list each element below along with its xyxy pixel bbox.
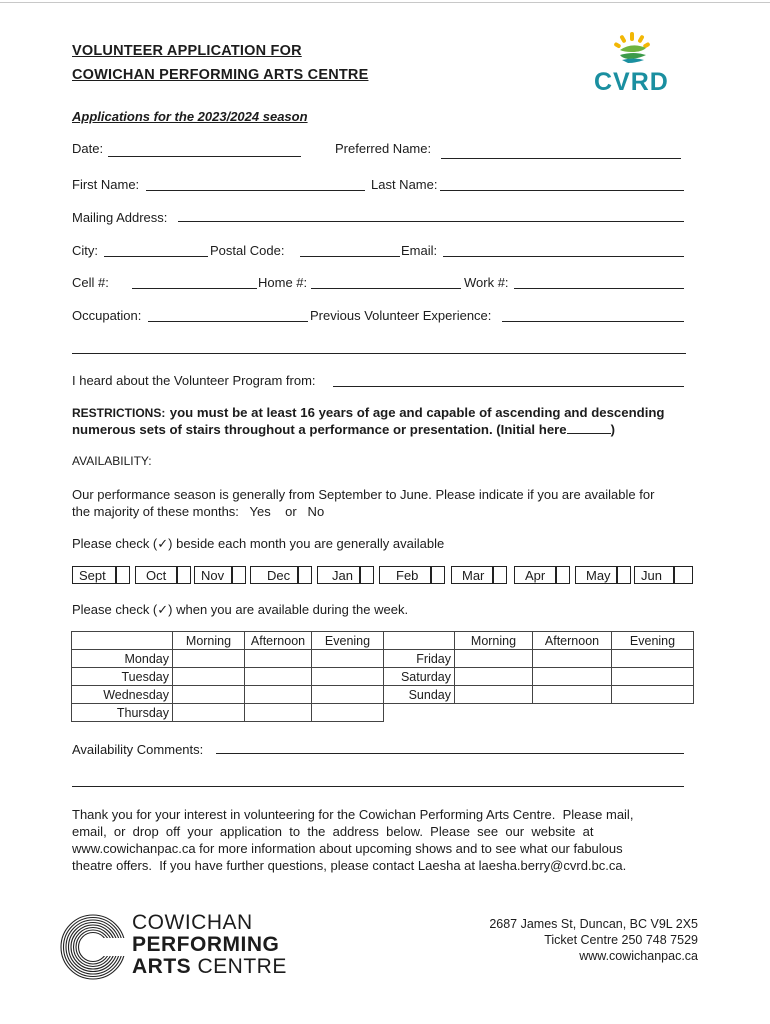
day-saturday: Saturday bbox=[384, 668, 455, 686]
cvrd-logo bbox=[586, 28, 686, 98]
work-label: Work #: bbox=[464, 275, 509, 290]
title-line-2: COWICHAN PERFORMING ARTS CENTRE bbox=[72, 67, 369, 83]
season-subtitle: Applications for the 2023/2024 season bbox=[72, 109, 308, 124]
city-label: City: bbox=[72, 243, 98, 258]
month-dec-checkbox[interactable] bbox=[298, 566, 312, 584]
period-afternoon-right: Afternoon bbox=[533, 632, 612, 650]
title-line-1: VOLUNTEER APPLICATION FOR bbox=[72, 43, 302, 59]
sunday-afternoon-cell[interactable] bbox=[533, 686, 612, 704]
cpac-logo-line-1: COWICHAN bbox=[132, 911, 253, 934]
footer-website[interactable]: www.cowichanpac.ca bbox=[579, 949, 698, 963]
availability-intro-1: Our performance season is generally from September to June. Please indicate if you are available for bbox=[72, 487, 655, 502]
home-label: Home #: bbox=[258, 275, 308, 290]
date-label: Date: bbox=[72, 141, 104, 156]
occupation-label: Occupation: bbox=[72, 308, 142, 323]
week-instruction: Please check (✓) when you are available during the week. bbox=[72, 602, 409, 617]
availability-comments-line-2[interactable] bbox=[72, 786, 684, 787]
restrictions-line-1 bbox=[72, 404, 664, 422]
period-morning-right: Morning bbox=[455, 632, 533, 650]
thursday-evening-cell[interactable] bbox=[312, 704, 384, 722]
date-field[interactable] bbox=[108, 156, 301, 157]
monday-evening-cell[interactable] bbox=[312, 650, 384, 668]
postal-code-label: Postal Code: bbox=[210, 243, 285, 258]
restrictions-text-2: numerous sets of stairs throughout a performance or presentation. (Initial here bbox=[72, 422, 567, 437]
month-feb: Feb bbox=[379, 566, 431, 584]
initial-field[interactable] bbox=[567, 433, 611, 434]
last-name-label: Last Name: bbox=[371, 177, 438, 192]
cpac-logo-text bbox=[132, 912, 287, 978]
month-instruction: Please check (✓) beside each month you are generally available bbox=[72, 536, 445, 551]
footer-ticket-centre: Ticket Centre 250 748 7529 bbox=[544, 933, 698, 947]
availability-label: AVAILABILITY: bbox=[72, 454, 152, 468]
heard-about-field[interactable] bbox=[333, 386, 684, 387]
month-sept-checkbox[interactable] bbox=[116, 566, 130, 584]
email-field[interactable] bbox=[443, 256, 684, 257]
monday-morning-cell[interactable] bbox=[173, 650, 245, 668]
saturday-evening-cell[interactable] bbox=[612, 668, 694, 686]
cell-field[interactable] bbox=[132, 288, 257, 289]
month-may-checkbox[interactable] bbox=[617, 566, 631, 584]
restrictions-label: RESTRICTIONS: bbox=[72, 406, 166, 420]
closing-line-2: email, or drop off your application to the address below. Please see our website at bbox=[72, 824, 594, 839]
thursday-morning-cell[interactable] bbox=[173, 704, 245, 722]
month-dec: Dec bbox=[250, 566, 298, 584]
closing-line-3: www.cowichanpac.ca for more information about upcoming shows and to see what our fabulous bbox=[72, 841, 623, 856]
previous-experience-line-2[interactable] bbox=[72, 353, 686, 354]
footer-address: 2687 James St, Duncan, BC V9L 2X5 bbox=[489, 917, 698, 931]
day-thursday: Thursday bbox=[72, 704, 173, 722]
email-label: Email: bbox=[401, 243, 438, 258]
wednesday-evening-cell[interactable] bbox=[312, 686, 384, 704]
closing-line-1: Thank you for your interest in volunteering for the Cowichan Performing Arts Centre. Please mail, bbox=[72, 807, 634, 822]
cpac-logo-line-2: PERFORMING bbox=[132, 933, 280, 956]
friday-afternoon-cell[interactable] bbox=[533, 650, 612, 668]
month-may: May bbox=[575, 566, 617, 584]
restrictions-text-2-end: ) bbox=[610, 422, 616, 437]
period-afternoon: Afternoon bbox=[245, 632, 312, 650]
cell-label: Cell #: bbox=[72, 275, 109, 290]
postal-code-field[interactable] bbox=[300, 256, 400, 257]
first-name-label: First Name: bbox=[72, 177, 140, 192]
availability-comments-field[interactable] bbox=[216, 753, 684, 754]
month-oct: Oct bbox=[135, 566, 177, 584]
footer-address-block bbox=[489, 916, 698, 964]
month-jun: Jun bbox=[634, 566, 674, 584]
period-evening-right: Evening bbox=[612, 632, 694, 650]
month-jan: Jan bbox=[317, 566, 360, 584]
city-field[interactable] bbox=[104, 256, 208, 257]
home-field[interactable] bbox=[311, 288, 461, 289]
month-mar-checkbox[interactable] bbox=[493, 566, 507, 584]
week-table-left bbox=[71, 631, 384, 722]
tuesday-evening-cell[interactable] bbox=[312, 668, 384, 686]
top-border-line bbox=[0, 2, 770, 3]
thursday-afternoon-cell[interactable] bbox=[245, 704, 312, 722]
restrictions-text-1: you must be at least 16 years of age and capable of ascending and descending bbox=[169, 405, 665, 420]
month-feb-checkbox[interactable] bbox=[431, 566, 445, 584]
month-nov: Nov bbox=[194, 566, 232, 584]
tuesday-afternoon-cell[interactable] bbox=[245, 668, 312, 686]
week-table-right bbox=[383, 631, 694, 704]
preferred-name-label: Preferred Name: bbox=[335, 141, 432, 156]
period-evening: Evening bbox=[312, 632, 384, 650]
wednesday-afternoon-cell[interactable] bbox=[245, 686, 312, 704]
wednesday-morning-cell[interactable] bbox=[173, 686, 245, 704]
saturday-afternoon-cell[interactable] bbox=[533, 668, 612, 686]
availability-comments-label: Availability Comments: bbox=[72, 742, 204, 757]
last-name-field[interactable] bbox=[440, 190, 684, 191]
mailing-address-field[interactable] bbox=[178, 221, 684, 222]
saturday-morning-cell[interactable] bbox=[455, 668, 533, 686]
day-sunday: Sunday bbox=[384, 686, 455, 704]
month-jan-checkbox[interactable] bbox=[360, 566, 374, 584]
monday-afternoon-cell[interactable] bbox=[245, 650, 312, 668]
work-field[interactable] bbox=[514, 288, 684, 289]
availability-intro-2: the majority of these months: Yes or No bbox=[72, 504, 325, 519]
month-jun-checkbox[interactable] bbox=[674, 566, 693, 584]
month-apr-checkbox[interactable] bbox=[556, 566, 570, 584]
day-monday: Monday bbox=[72, 650, 173, 668]
cpac-circle-icon bbox=[58, 912, 128, 982]
heard-about-label: I heard about the Volunteer Program from: bbox=[72, 373, 316, 388]
sunday-morning-cell[interactable] bbox=[455, 686, 533, 704]
cvrd-logo-text: CVRD bbox=[594, 68, 669, 96]
sunday-evening-cell[interactable] bbox=[612, 686, 694, 704]
month-mar: Mar bbox=[451, 566, 493, 584]
month-apr: Apr bbox=[514, 566, 556, 584]
preferred-name-field[interactable] bbox=[441, 158, 681, 159]
day-friday: Friday bbox=[384, 650, 455, 668]
day-wednesday: Wednesday bbox=[72, 686, 173, 704]
day-tuesday: Tuesday bbox=[72, 668, 173, 686]
friday-evening-cell[interactable] bbox=[612, 650, 694, 668]
month-sept: Sept bbox=[72, 566, 116, 584]
cpac-logo-mark bbox=[58, 912, 128, 982]
occupation-field[interactable] bbox=[148, 321, 308, 322]
restrictions-line-2 bbox=[72, 422, 615, 437]
first-name-field[interactable] bbox=[146, 190, 365, 191]
closing-line-4: theatre offers. If you have further questions, please contact Laesha at laesha.berry@cvrd.bc.ca. bbox=[72, 858, 627, 873]
month-oct-checkbox[interactable] bbox=[177, 566, 191, 584]
cpac-logo-line-3: ARTS CENTRE bbox=[132, 955, 287, 978]
previous-experience-field[interactable] bbox=[502, 321, 684, 322]
tuesday-morning-cell[interactable] bbox=[173, 668, 245, 686]
month-nov-checkbox[interactable] bbox=[232, 566, 246, 584]
friday-morning-cell[interactable] bbox=[455, 650, 533, 668]
mailing-address-label: Mailing Address: bbox=[72, 210, 168, 225]
period-morning: Morning bbox=[173, 632, 245, 650]
previous-experience-label: Previous Volunteer Experience: bbox=[310, 308, 492, 323]
